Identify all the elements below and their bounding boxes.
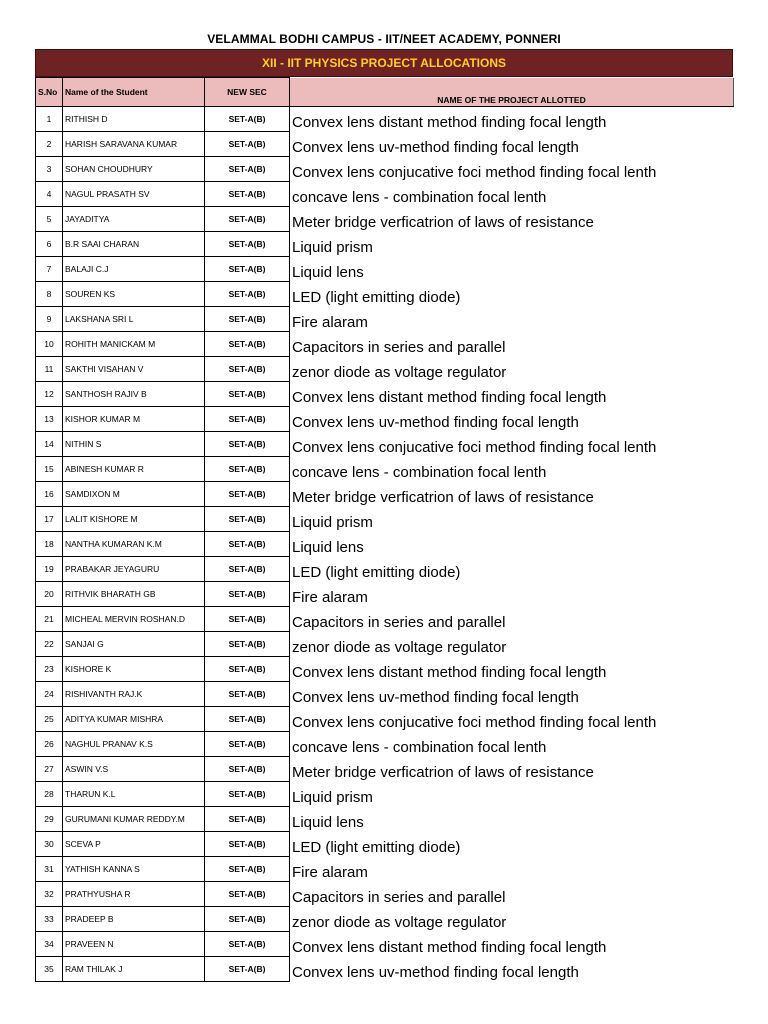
project-name: Liquid lens (292, 264, 364, 281)
student-name: NAGUL PRASATH SV (63, 181, 205, 206)
project-name: Meter bridge verficatrion of laws of resistance (292, 764, 594, 781)
table-row (36, 481, 734, 506)
student-name: ADITYA KUMAR MISHRA (63, 706, 205, 731)
project-name: concave lens - combination focal lenth (292, 739, 547, 756)
section-cell: SET-A(B) (205, 531, 290, 556)
row-sno: 35 (36, 956, 63, 981)
row-sno: 1 (36, 106, 63, 131)
row-sno: 23 (36, 656, 63, 681)
row-sno: 12 (36, 381, 63, 406)
section-cell: SET-A(B) (205, 856, 290, 881)
section-cell: SET-A(B) (205, 656, 290, 681)
row-sno: 19 (36, 556, 63, 581)
title-banner (35, 49, 733, 77)
section-cell: SET-A(B) (205, 281, 290, 306)
student-name: GURUMANI KUMAR REDDY.M (63, 806, 205, 831)
project-name: zenor diode as voltage regulator (292, 914, 507, 931)
student-name: PRAVEEN N (63, 931, 205, 956)
allocation-table (35, 77, 734, 982)
section-cell: SET-A(B) (205, 731, 290, 756)
row-sno: 32 (36, 881, 63, 906)
section-cell: SET-A(B) (205, 431, 290, 456)
project-name: Liquid lens (292, 539, 364, 556)
table-row (36, 306, 734, 331)
student-name: RISHIVANTH RAJ.K (63, 681, 205, 706)
row-sno: 8 (36, 281, 63, 306)
project-name: Capacitors in series and parallel (292, 339, 506, 356)
table-row (36, 581, 734, 606)
project-name: LED (light emitting diode) (292, 289, 461, 306)
row-sno: 16 (36, 481, 63, 506)
student-name: THARUN K.L (63, 781, 205, 806)
section-cell: SET-A(B) (205, 156, 290, 181)
student-name: JAYADITYA (63, 206, 205, 231)
table-row (36, 431, 734, 456)
table-row (36, 406, 734, 431)
row-sno: 25 (36, 706, 63, 731)
project-name: Meter bridge verficatrion of laws of resistance (292, 214, 594, 231)
student-name: SCEVA P (63, 831, 205, 856)
table-row (36, 181, 734, 206)
row-sno: 34 (36, 931, 63, 956)
student-name: RITHISH D (63, 106, 205, 131)
table-row (36, 856, 734, 881)
section-cell: SET-A(B) (205, 931, 290, 956)
student-name: ROHITH MANICKAM M (63, 331, 205, 356)
student-name: LALIT KISHORE M (63, 506, 205, 531)
project-name: Convex lens conjucative foci method finding focal lenth (292, 439, 657, 456)
student-name: SANJAI G (63, 631, 205, 656)
table-row (36, 331, 734, 356)
section-cell: SET-A(B) (205, 456, 290, 481)
section-cell: SET-A(B) (205, 406, 290, 431)
section-cell: SET-A(B) (205, 881, 290, 906)
table-row (36, 231, 734, 256)
table-row (36, 806, 734, 831)
student-name: PRADEEP B (63, 906, 205, 931)
table-row (36, 206, 734, 231)
section-cell: SET-A(B) (205, 506, 290, 531)
row-sno: 30 (36, 831, 63, 856)
section-cell: SET-A(B) (205, 306, 290, 331)
row-sno: 7 (36, 256, 63, 281)
project-name: zenor diode as voltage regulator (292, 639, 507, 656)
page-title: VELAMMAL BODHI CAMPUS - IIT/NEET ACADEMY, PONNERI (207, 32, 561, 46)
section-cell: SET-A(B) (205, 606, 290, 631)
row-sno: 22 (36, 631, 63, 656)
student-name: NANTHA KUMARAN K.M (63, 531, 205, 556)
section-cell: SET-A(B) (205, 181, 290, 206)
column-header-project: NAME OF THE PROJECT ALLOTTED (290, 78, 734, 107)
row-sno: 26 (36, 731, 63, 756)
project-name: Fire alaram (292, 314, 368, 331)
column-header-name: Name of the Student (63, 78, 205, 107)
project-name: Meter bridge verficatrion of laws of resistance (292, 489, 594, 506)
row-sno: 31 (36, 856, 63, 881)
student-name: KISHOR KUMAR M (63, 406, 205, 431)
student-name: HARISH SARAVANA KUMAR (63, 131, 205, 156)
table-row (36, 631, 734, 656)
table-header-row (36, 78, 734, 107)
table-row (36, 681, 734, 706)
project-name: LED (light emitting diode) (292, 839, 461, 856)
project-name: Convex lens uv-method finding focal length (292, 139, 579, 156)
table-row (36, 506, 734, 531)
table-row (36, 456, 734, 481)
table-row (36, 956, 734, 981)
project-name: Convex lens conjucative foci method finding focal lenth (292, 714, 657, 731)
row-sno: 29 (36, 806, 63, 831)
row-sno: 24 (36, 681, 63, 706)
section-cell: SET-A(B) (205, 131, 290, 156)
row-sno: 20 (36, 581, 63, 606)
row-sno: 13 (36, 406, 63, 431)
project-name: Capacitors in series and parallel (292, 614, 506, 631)
student-name: SOUREN KS (63, 281, 205, 306)
student-name: SAMDIXON M (63, 481, 205, 506)
student-name: ABINESH KUMAR R (63, 456, 205, 481)
row-sno: 27 (36, 756, 63, 781)
row-sno: 18 (36, 531, 63, 556)
table-row (36, 106, 734, 131)
student-name: B.R SAAI CHARAN (63, 231, 205, 256)
student-name: LAKSHANA SRI L (63, 306, 205, 331)
table-row (36, 831, 734, 856)
section-cell: SET-A(B) (205, 331, 290, 356)
student-name: RAM THILAK J (63, 956, 205, 981)
student-name: SANTHOSH RAJIV B (63, 381, 205, 406)
table-row (36, 731, 734, 756)
row-sno: 6 (36, 231, 63, 256)
row-sno: 4 (36, 181, 63, 206)
section-cell: SET-A(B) (205, 206, 290, 231)
row-sno: 3 (36, 156, 63, 181)
student-name: PRABAKAR JEYAGURU (63, 556, 205, 581)
project-name: LED (light emitting diode) (292, 564, 461, 581)
table-row (36, 881, 734, 906)
table-row (36, 531, 734, 556)
student-name: PRATHYUSHA R (63, 881, 205, 906)
table-body (36, 106, 734, 981)
row-sno: 11 (36, 356, 63, 381)
project-name: concave lens - combination focal lenth (292, 189, 547, 206)
section-cell: SET-A(B) (205, 231, 290, 256)
banner-title: XII - IIT PHYSICS PROJECT ALLOCATIONS (261, 56, 507, 70)
table-row (36, 131, 734, 156)
section-cell: SET-A(B) (205, 256, 290, 281)
project-name: Capacitors in series and parallel (292, 889, 506, 906)
row-sno: 15 (36, 456, 63, 481)
student-name: MICHEAL MERVIN ROSHAN.D (63, 606, 205, 631)
student-name: NITHIN S (63, 431, 205, 456)
table-row (36, 756, 734, 781)
section-cell: SET-A(B) (205, 756, 290, 781)
project-name: Fire alaram (292, 589, 368, 606)
section-cell: SET-A(B) (205, 556, 290, 581)
section-cell: SET-A(B) (205, 956, 290, 981)
column-header-section: NEW SEC (205, 78, 290, 107)
table-row (36, 256, 734, 281)
project-name: Liquid prism (292, 514, 373, 531)
student-name: BALAJI C.J (63, 256, 205, 281)
row-sno: 2 (36, 131, 63, 156)
project-name: concave lens - combination focal lenth (292, 464, 547, 481)
section-cell: SET-A(B) (205, 106, 290, 131)
student-name: NAGHUL PRANAV K.S (63, 731, 205, 756)
project-name: Fire alaram (292, 864, 368, 881)
student-name: YATHISH KANNA S (63, 856, 205, 881)
project-name: zenor diode as voltage regulator (292, 364, 507, 381)
row-sno: 28 (36, 781, 63, 806)
row-sno: 9 (36, 306, 63, 331)
project-name: Convex lens uv-method finding focal length (292, 689, 579, 706)
row-sno: 33 (36, 906, 63, 931)
student-name: SAKTHI VISAHAN V (63, 356, 205, 381)
student-name: SOHAN CHOUDHURY (63, 156, 205, 181)
table-row (36, 381, 734, 406)
student-name: KISHORE K (63, 656, 205, 681)
section-cell: SET-A(B) (205, 381, 290, 406)
section-cell: SET-A(B) (205, 806, 290, 831)
table-row (36, 281, 734, 306)
section-cell: SET-A(B) (205, 906, 290, 931)
project-name: Convex lens uv-method finding focal length (292, 414, 579, 431)
table-row (36, 706, 734, 731)
table-row (36, 606, 734, 631)
project-name: Liquid prism (292, 789, 373, 806)
table-row (36, 156, 734, 181)
project-name: Convex lens distant method finding focal length (292, 939, 607, 956)
section-cell: SET-A(B) (205, 581, 290, 606)
row-sno: 14 (36, 431, 63, 456)
table-row (36, 356, 734, 381)
table-row (36, 556, 734, 581)
row-sno: 10 (36, 331, 63, 356)
section-cell: SET-A(B) (205, 481, 290, 506)
section-cell: SET-A(B) (205, 631, 290, 656)
project-name: Convex lens distant method finding focal length (292, 389, 607, 406)
section-cell: SET-A(B) (205, 781, 290, 806)
column-header-sno: S.No (36, 78, 63, 107)
student-name: ASWIN V.S (63, 756, 205, 781)
table-row (36, 656, 734, 681)
table-row (36, 781, 734, 806)
project-name: Liquid lens (292, 814, 364, 831)
section-cell: SET-A(B) (205, 706, 290, 731)
table-row (36, 931, 734, 956)
project-name: Convex lens distant method finding focal length (292, 114, 607, 131)
row-sno: 17 (36, 506, 63, 531)
section-cell: SET-A(B) (205, 831, 290, 856)
project-name: Convex lens distant method finding focal length (292, 664, 607, 681)
row-sno: 5 (36, 206, 63, 231)
project-name: Convex lens uv-method finding focal length (292, 964, 579, 981)
project-name: Liquid prism (292, 239, 373, 256)
student-name: RITHVIK BHARATH GB (63, 581, 205, 606)
row-sno: 21 (36, 606, 63, 631)
section-cell: SET-A(B) (205, 681, 290, 706)
table-row (36, 906, 734, 931)
section-cell: SET-A(B) (205, 356, 290, 381)
project-name: Convex lens conjucative foci method finding focal lenth (292, 164, 657, 181)
